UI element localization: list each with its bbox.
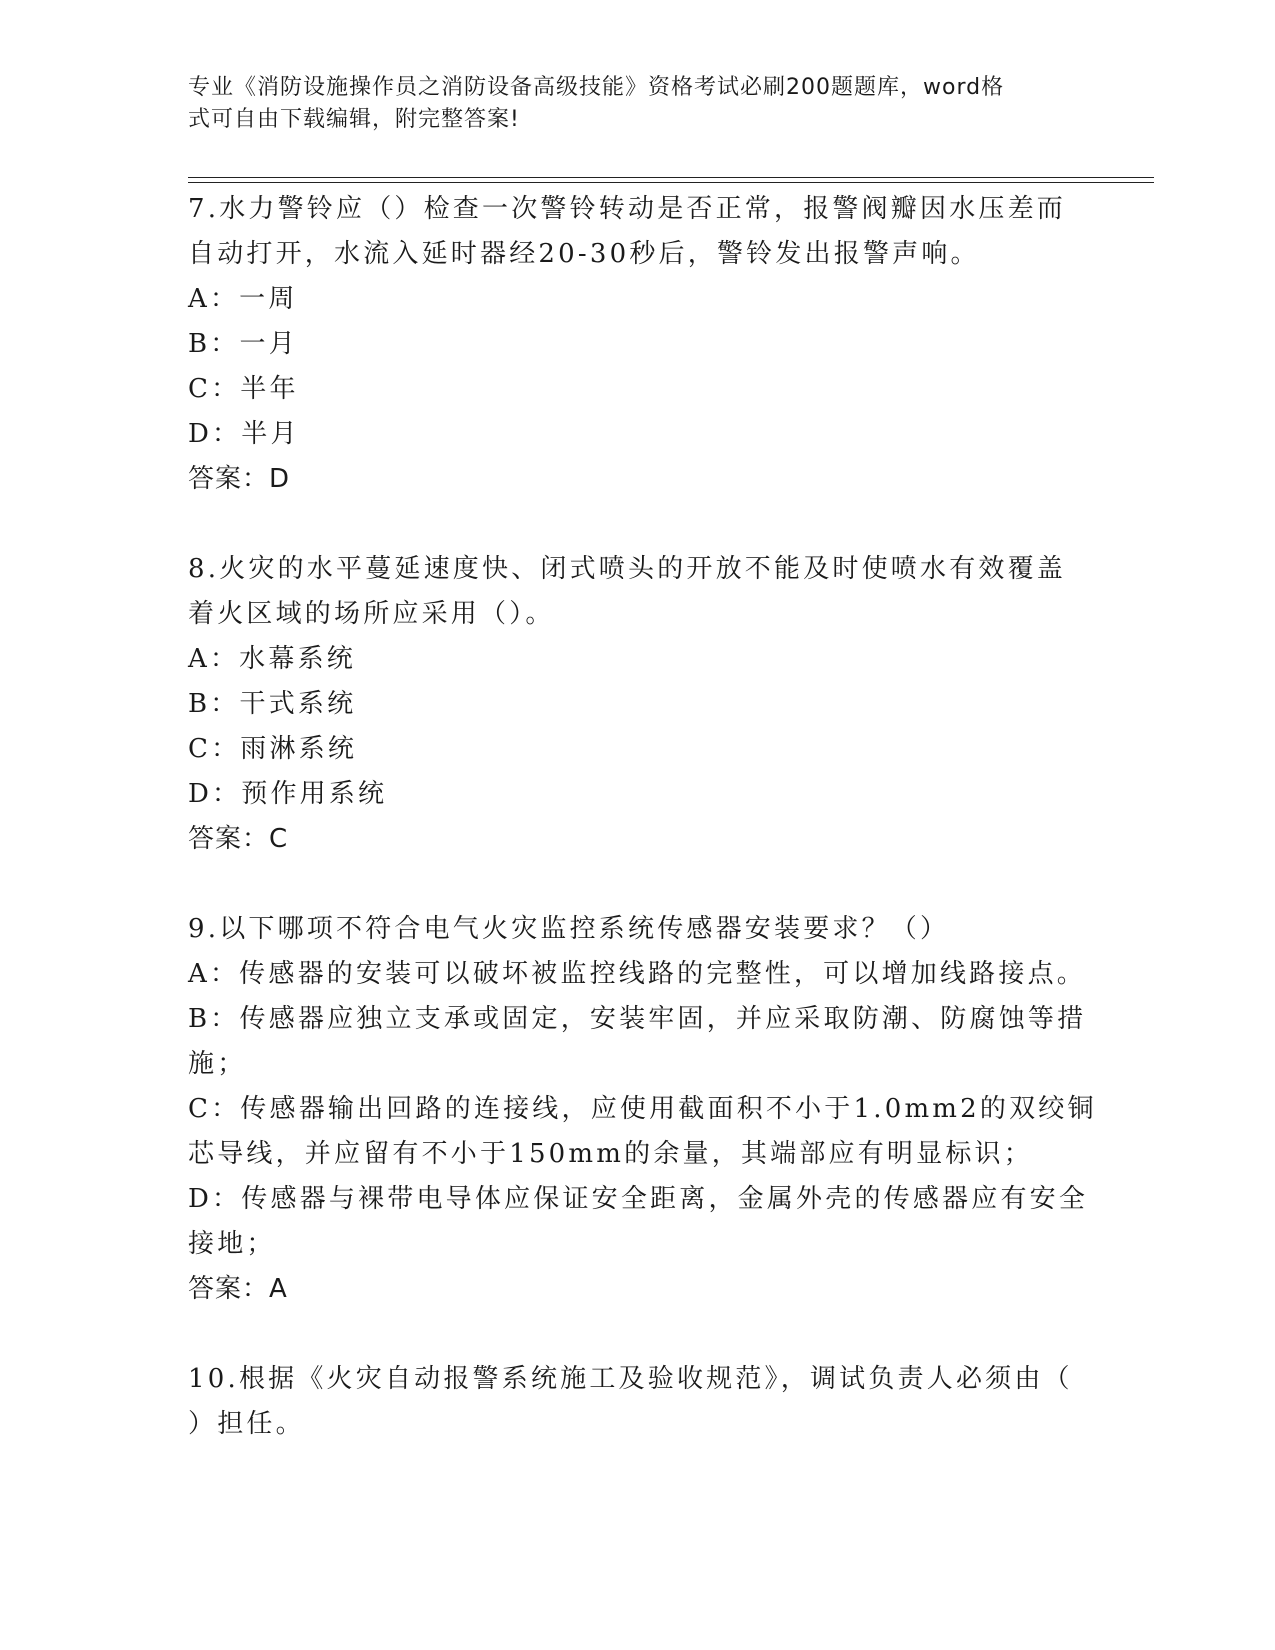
question-list [188, 187, 1097, 1447]
answer-label: 答案：C [188, 824, 289, 854]
question-stem: 8.火灾的水平蔓延速度快、闭式喷头的开放不能及时使喷水有效覆盖 [188, 554, 1067, 584]
question-stem: 10.根据《火灾自动报警系统施工及验收规范》，调试负责人必须由（ [188, 1364, 1073, 1394]
question-10 [188, 1357, 1088, 1447]
question-stem: 自动打开，水流入延时器经20-30秒后，警铃发出报警声响。 [188, 239, 980, 269]
option-d: D：预作用系统 [188, 779, 388, 809]
question-stem: 7.水力警铃应（）检查一次警铃转动是否正常，报警阀瓣因水压差而 [188, 194, 1067, 224]
option-c-continued: 芯导线，并应留有不小于150mm的余量，其端部应有明显标识； [188, 1139, 1033, 1169]
question-stem: ）担任。 [188, 1409, 305, 1439]
answer-label: 答案：D [188, 464, 291, 494]
option-b: B：一月 [188, 329, 298, 359]
option-b-continued: 施； [188, 1049, 247, 1079]
header-divider-bottom [188, 182, 1154, 183]
question-9 [188, 907, 1097, 1312]
header-line-1: 专业《消防设施操作员之消防设备高级技能》资格考试必刷200题题库，word格 [188, 75, 1005, 100]
header-divider-top [188, 177, 1154, 178]
header-line-2: 式可自由下载编辑，附完整答案! [188, 107, 520, 132]
option-c: C：半年 [188, 374, 299, 404]
option-b: B：传感器应独立支承或固定，安装牢固，并应采取防潮、防腐蚀等措 [188, 1004, 1087, 1034]
option-c: C：传感器输出回路的连接线，应使用截面积不小于1.0mm2的双绞铜 [188, 1094, 1097, 1124]
option-a: A：传感器的安装可以破坏被监控线路的完整性，可以增加线路接点。 [188, 959, 1086, 989]
question-stem: 着火区域的场所应采用（）。 [188, 599, 555, 629]
question-8 [188, 547, 1088, 862]
question-stem: 9.以下哪项不符合电气火灾监控系统传感器安装要求？（） [188, 914, 950, 944]
document-header [188, 72, 1088, 136]
option-a: A：水幕系统 [188, 644, 356, 674]
option-d-continued: 接地； [188, 1229, 276, 1259]
option-a: A：一周 [188, 284, 298, 314]
question-7 [188, 187, 1088, 502]
option-d: D：传感器与裸带电导体应保证安全距离，金属外壳的传感器应有安全 [188, 1184, 1089, 1214]
option-d: D：半月 [188, 419, 300, 449]
answer-label: 答案：A [188, 1274, 288, 1304]
option-b: B：干式系统 [188, 689, 357, 719]
option-c: C：雨淋系统 [188, 734, 358, 764]
